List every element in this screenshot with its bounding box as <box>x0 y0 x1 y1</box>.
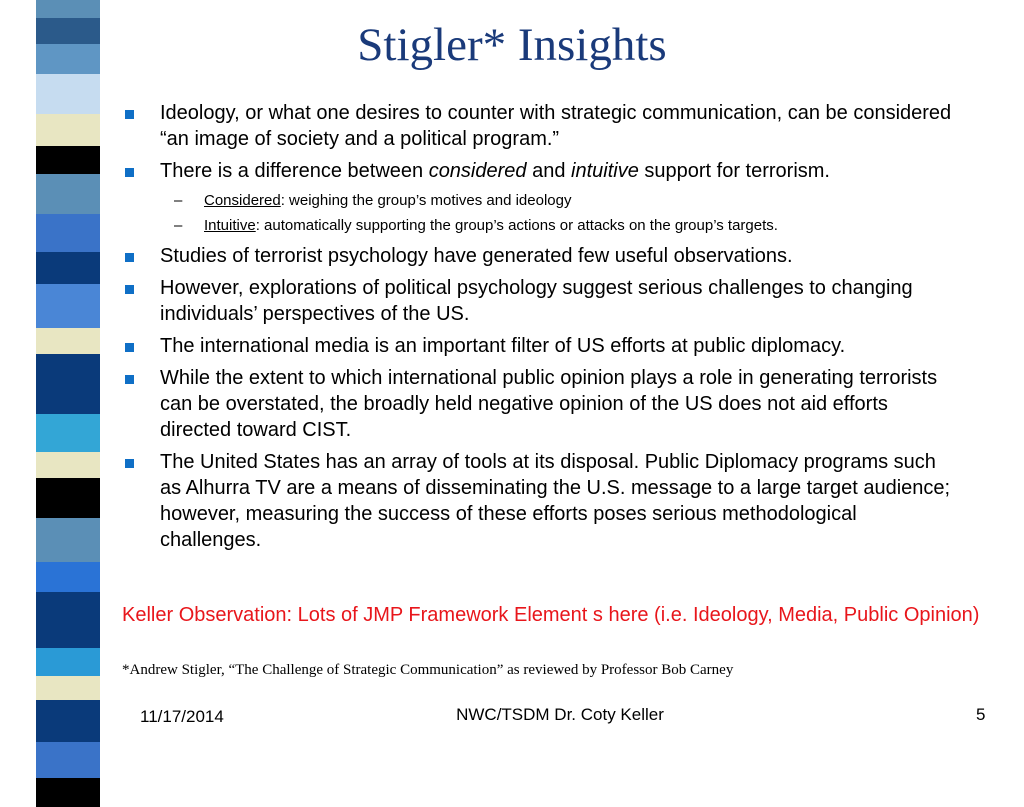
decorative-color-stripe <box>36 0 100 768</box>
bullet-text: There is a difference between <box>160 160 429 182</box>
stripe-segment <box>36 452 100 478</box>
bullet-item <box>122 449 962 553</box>
square-bullet-icon <box>125 110 134 119</box>
slide-title: Stigler* Insights <box>357 19 667 71</box>
footer-date: 11/17/2014 <box>140 707 224 726</box>
footer-center-text: NWC/TSDM Dr. Coty Keller <box>456 705 664 724</box>
square-bullet-icon <box>125 459 134 468</box>
stripe-segment <box>36 676 100 700</box>
sub-bullet-text: : automatically supporting the group’s actions or attacks on the group’s targets. <box>255 217 778 234</box>
stripe-segment <box>36 700 100 742</box>
dash-bullet-icon: – <box>174 192 183 209</box>
bullet-item <box>122 243 962 269</box>
bullet-item <box>122 100 962 152</box>
stripe-segment <box>36 74 100 114</box>
stripe-segment <box>36 414 100 452</box>
stripe-segment <box>36 592 100 648</box>
bullet-text: The United States has an array of tools at its disposal. Public Diplomacy programs such as Alhurra TV are a means of disseminating the U.S. message to a large target audience; however, measuring the success of these efforts poses serious methodological challenges. <box>160 451 951 551</box>
bullet-text: The international media is an important filter of US efforts at public diplomacy. <box>160 335 846 357</box>
stripe-segment <box>36 478 100 518</box>
sub-bullet-label: Intuitive <box>204 217 256 234</box>
citation-note: *Andrew Stigler, “The Challenge of Strategic Communication” as reviewed by Professor Bob Carney <box>122 662 734 678</box>
bullet-item <box>122 365 962 443</box>
stripe-segment <box>36 518 100 562</box>
bullet-item <box>122 275 962 327</box>
slide-content <box>122 100 962 559</box>
bullet-text: Studies of terrorist psychology have generated few useful observations. <box>160 245 793 267</box>
sub-bullet-label: Considered <box>204 192 281 209</box>
emphasis-considered: considered <box>428 160 527 182</box>
bullet-text: support for terrorism. <box>638 160 830 182</box>
stripe-segment <box>36 742 100 778</box>
bullet-item <box>122 158 962 184</box>
square-bullet-icon <box>125 253 134 262</box>
stripe-segment <box>36 0 100 18</box>
keller-observation: Keller Observation: Lots of JMP Framework Element s here (i.e. Ideology, Media, Public Opinion) <box>122 604 980 626</box>
stripe-segment <box>36 354 100 414</box>
bullet-text: While the extent to which international public opinion plays a role in generating terrorists can be overstated, the broadly held negative opinion of the US does not aid efforts directed toward CIST. <box>160 367 938 441</box>
square-bullet-icon <box>125 343 134 352</box>
stripe-segment <box>36 174 100 214</box>
stripe-segment <box>36 328 100 354</box>
sub-bullet-item <box>122 190 962 212</box>
stripe-segment <box>36 146 100 174</box>
sub-bullet-item <box>122 215 962 237</box>
stripe-segment <box>36 214 100 252</box>
stripe-segment <box>36 778 100 807</box>
stripe-segment <box>36 114 100 146</box>
stripe-segment <box>36 648 100 676</box>
sub-bullet-text: : weighing the group’s motives and ideology <box>280 192 572 209</box>
square-bullet-icon <box>125 285 134 294</box>
square-bullet-icon <box>125 375 134 384</box>
dash-bullet-icon: – <box>174 217 183 234</box>
bullet-text: However, explorations of political psychology suggest serious challenges to changing individuals’ perspectives of the US. <box>160 277 913 325</box>
bullet-text: and <box>526 160 572 182</box>
slide-number: 5 <box>976 705 986 724</box>
emphasis-intuitive: intuitive <box>571 160 639 182</box>
stripe-segment <box>36 562 100 592</box>
bullet-item <box>122 333 962 359</box>
bullet-text: Ideology, or what one desires to counter with strategic communication, can be considered “an image of society and a political program.” <box>160 102 952 150</box>
stripe-segment <box>36 252 100 284</box>
square-bullet-icon <box>125 168 134 177</box>
stripe-segment <box>36 284 100 328</box>
